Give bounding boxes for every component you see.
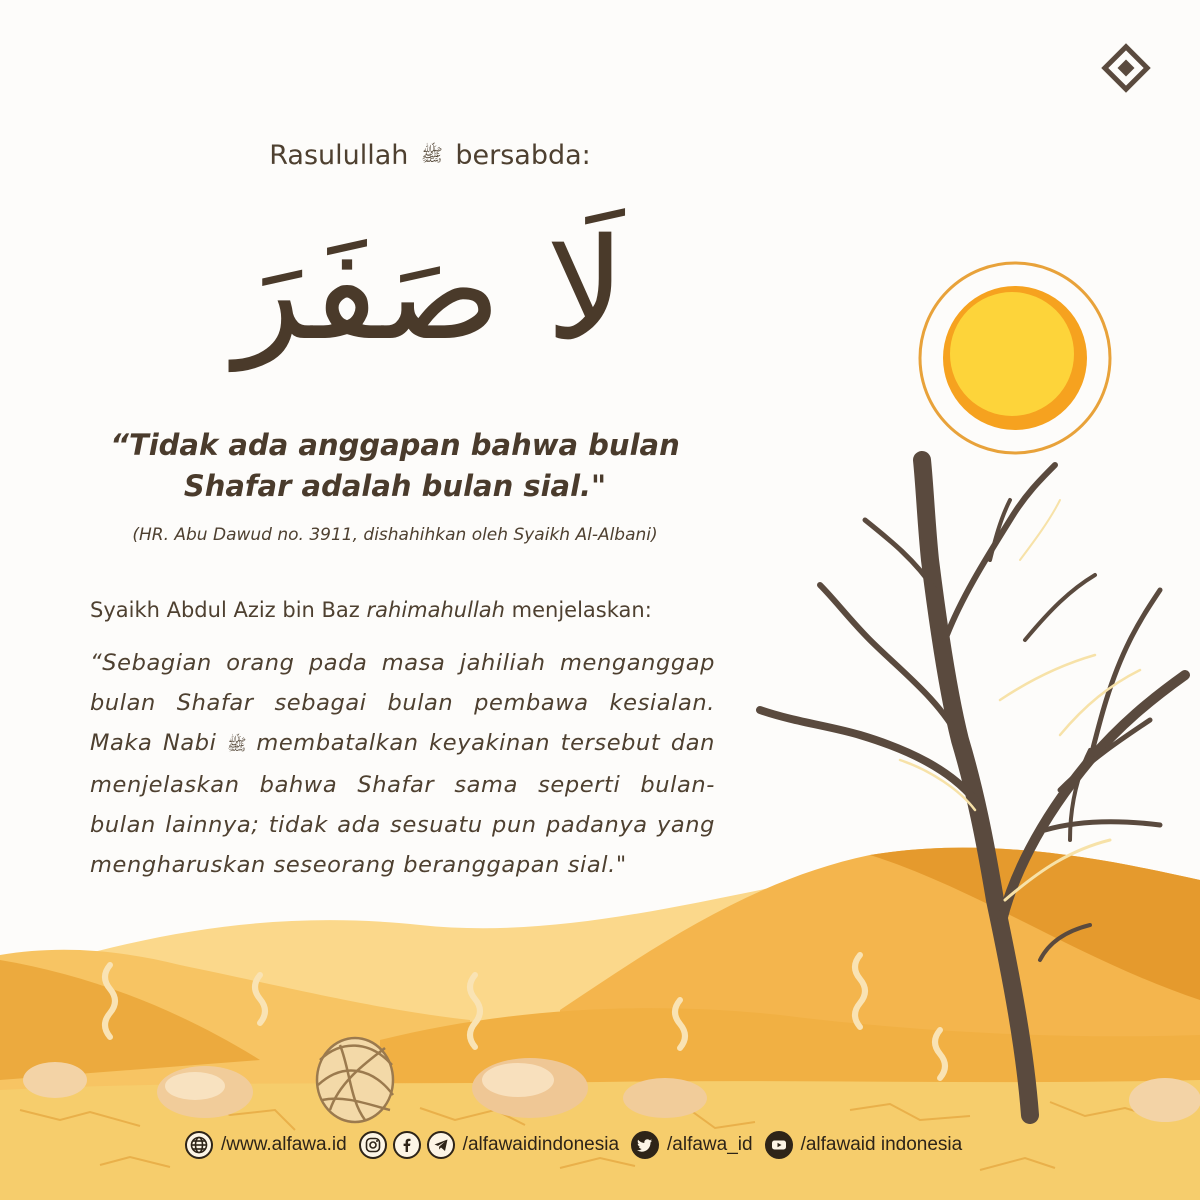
twitter-link[interactable]: /alfawa_id	[667, 1134, 753, 1155]
youtube-link[interactable]: /alfawaid indonesia	[800, 1134, 963, 1155]
quote-part-2: membatalkan keyakinan tersebut dan menjelaskan bahwa Shafar sama seperti bulan-bulan lainnya; tidak ada sesuatu pun padanya yang mengharuskan seseorang beranggapan sial."	[90, 730, 715, 878]
honorific-symbol: ﷺ	[421, 144, 443, 166]
globe-icon[interactable]	[185, 1131, 213, 1159]
quote-part-1: “Sebagian orang pada masa jahiliah menganggap bulan Shafar sebagai bulan pembawa kesialan. Maka Nabi	[90, 650, 715, 756]
social-footer	[185, 1128, 968, 1162]
explainer-heading	[90, 598, 730, 622]
logo-icon	[1098, 40, 1154, 96]
hadith-source: (HR. Abu Dawud no. 3911, dishahihkan oleh Syaikh Al-Albani)	[132, 525, 658, 545]
translation-line-1: “Tidak ada anggapan bahwa bulan	[110, 428, 680, 462]
hadith-translation	[0, 425, 790, 507]
translation-line-2: Shafar adalah bulan sial."	[183, 469, 607, 504]
quote-honorific: ﷺ	[227, 735, 247, 754]
sun-icon	[920, 263, 1110, 453]
telegram-icon[interactable]	[427, 1131, 455, 1159]
intro-after: bersabda:	[455, 140, 591, 171]
scholar-quote	[90, 643, 715, 885]
social-handle-link[interactable]: /alfawaidindonesia	[462, 1134, 620, 1155]
scholar-name: Syaikh Abdul Aziz bin Baz	[90, 598, 360, 622]
intro-before: Rasulullah	[269, 140, 409, 171]
arabic-title: لَا صَفَرَ	[234, 209, 626, 372]
explainer-verb: menjelaskan:	[511, 598, 652, 622]
intro-text	[0, 140, 860, 171]
website-link[interactable]: /www.alfawa.id	[221, 1134, 347, 1155]
facebook-icon[interactable]	[393, 1131, 421, 1159]
instagram-icon[interactable]	[359, 1131, 387, 1159]
tumbleweed	[317, 1038, 393, 1122]
twitter-icon[interactable]	[631, 1131, 659, 1159]
youtube-icon[interactable]	[765, 1131, 793, 1159]
scholar-honorific: rahimahullah	[366, 598, 505, 622]
